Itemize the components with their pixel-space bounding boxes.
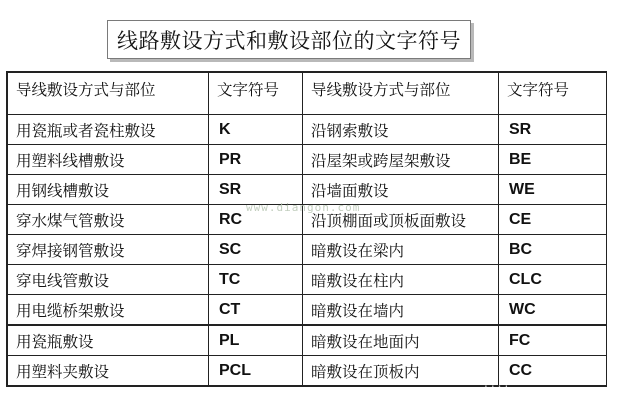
code-right-cell: CE [499, 205, 607, 235]
code-left-cell: SC [209, 235, 303, 265]
method-right-cell: 暗敷设在顶板内 [303, 356, 499, 386]
table-row [8, 356, 607, 386]
code-left-cell: PL [209, 325, 303, 356]
watermark-text: www.diangon.com [246, 201, 361, 214]
code-left-cell: PCL [209, 356, 303, 386]
method-left-cell: 用塑料线槽敷设 [8, 145, 209, 175]
table-row [8, 235, 607, 265]
header-code-left: 文字符号 [209, 73, 303, 115]
corner-mark: .... [484, 376, 512, 390]
table-row [8, 205, 607, 235]
method-left-cell: 用瓷瓶敷设 [8, 325, 209, 356]
code-right-cell: WC [499, 295, 607, 326]
code-left-cell: SR [209, 175, 303, 205]
method-left-cell: 用钢线槽敷设 [8, 175, 209, 205]
page-title: 线路敷设方式和敷设部位的文字符号 [107, 20, 471, 59]
table-row [8, 175, 607, 205]
method-right-cell: 暗敷设在地面内 [303, 325, 499, 356]
method-left-cell: 穿水煤气管敷设 [8, 205, 209, 235]
code-left-cell: K [209, 115, 303, 145]
code-right-cell: BC [499, 235, 607, 265]
code-left-cell: PR [209, 145, 303, 175]
method-left-cell: 用瓷瓶或者瓷柱敷设 [8, 115, 209, 145]
code-right-cell: CC [499, 356, 607, 386]
method-right-cell: 沿屋架或跨屋架敷设 [303, 145, 499, 175]
method-left-cell: 用塑料夹敷设 [8, 356, 209, 386]
header-code-right: 文字符号 [499, 73, 607, 115]
symbol-table-container [6, 71, 607, 387]
method-right-cell: 暗敷设在梁内 [303, 235, 499, 265]
code-right-cell: BE [499, 145, 607, 175]
method-right-cell: 暗敷设在柱内 [303, 265, 499, 295]
method-right-cell: 暗敷设在墙内 [303, 295, 499, 326]
table-row [8, 295, 607, 326]
code-right-cell: WE [499, 175, 607, 205]
code-right-cell: SR [499, 115, 607, 145]
code-left-cell: RC [209, 205, 303, 235]
method-left-cell: 穿电线管敷设 [8, 265, 209, 295]
code-right-cell: CLC [499, 265, 607, 295]
symbol-table [7, 72, 607, 386]
code-left-cell: TC [209, 265, 303, 295]
method-left-cell: 用电缆桥架敷设 [8, 295, 209, 326]
method-right-cell: 沿顶棚面或顶板面敷设 [303, 205, 499, 235]
table-row [8, 265, 607, 295]
table-header-row [8, 73, 607, 115]
table-row [8, 145, 607, 175]
method-left-cell: 穿焊接钢管敷设 [8, 235, 209, 265]
header-method-right: 导线敷设方式与部位 [303, 73, 499, 115]
method-right-cell: 沿墙面敷设 [303, 175, 499, 205]
header-method-left: 导线敷设方式与部位 [8, 73, 209, 115]
code-left-cell: CT [209, 295, 303, 326]
table-row [8, 325, 607, 356]
method-right-cell: 沿钢索敷设 [303, 115, 499, 145]
table-row [8, 115, 607, 145]
code-right-cell: FC [499, 325, 607, 356]
